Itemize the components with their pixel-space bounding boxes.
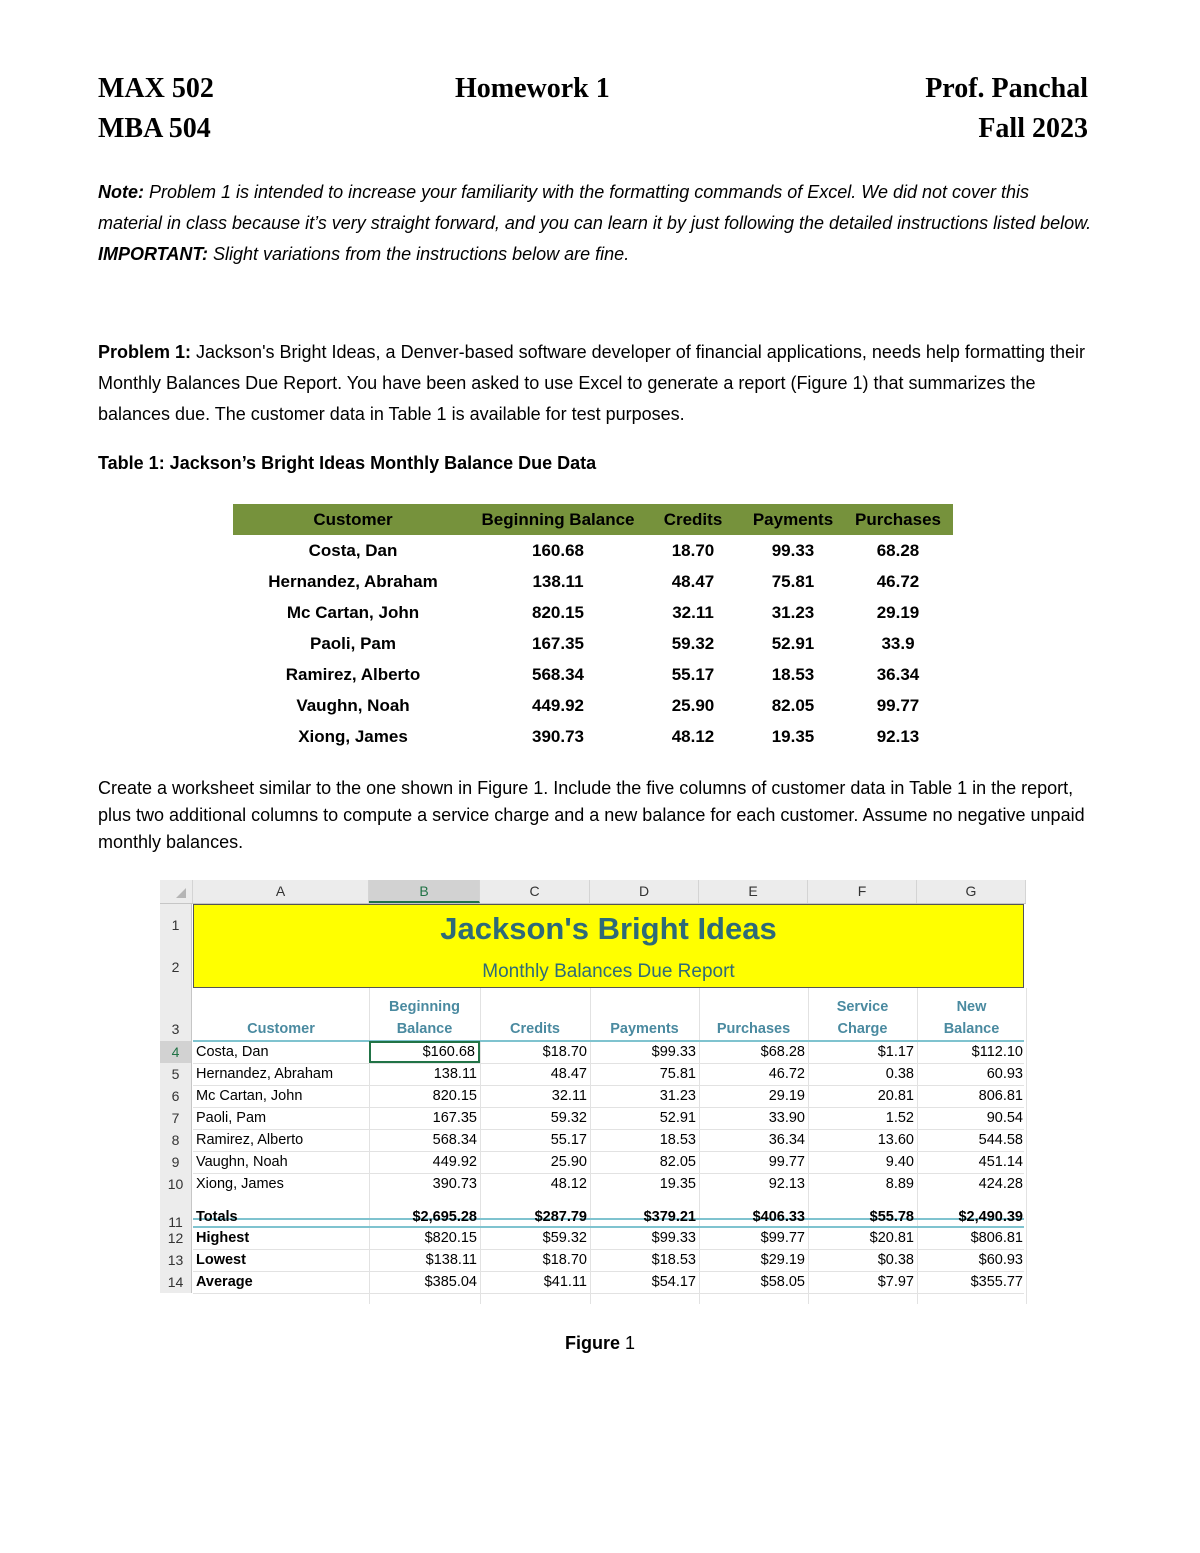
summary-amount-cell[interactable]: $55.78 (869, 1209, 914, 1225)
spreadsheet-figure (160, 880, 1026, 1304)
amount-cell[interactable]: 29.19 (768, 1088, 805, 1104)
table-cell: 390.73 (532, 726, 584, 746)
amount-cell[interactable]: 19.35 (659, 1176, 696, 1192)
amount-cell[interactable]: 138.11 (433, 1066, 477, 1082)
amount-cell[interactable]: 8.89 (885, 1176, 914, 1192)
table-cell: 568.34 (532, 664, 584, 684)
figure-caption-label: Figure (564, 1333, 620, 1353)
row-header-3[interactable]: 3 (160, 988, 192, 1041)
amount-cell[interactable]: 75.81 (659, 1066, 696, 1082)
summary-label-cell[interactable]: Average (196, 1274, 253, 1290)
summary-amount-cell[interactable]: $7.97 (877, 1274, 914, 1290)
table-cell: 52.91 (771, 633, 815, 653)
row-header-12[interactable]: 12 (160, 1227, 192, 1249)
table-cell: 138.11 (532, 571, 584, 591)
summary-amount-cell[interactable]: $29.19 (760, 1252, 805, 1268)
amount-cell[interactable]: $68.28 (760, 1044, 805, 1060)
table-cell: 32.11 (672, 602, 714, 622)
row-header-14[interactable]: 14 (160, 1271, 192, 1293)
amount-cell[interactable]: 52.91 (659, 1110, 696, 1126)
amount-cell[interactable]: 46.72 (768, 1066, 805, 1082)
summary-amount-cell[interactable]: $99.77 (760, 1230, 805, 1246)
column-title-line2: Balance (396, 1021, 453, 1037)
column-header-e[interactable]: E (699, 880, 808, 903)
banner-title: Jackson's Bright Ideas (440, 911, 777, 946)
table-header-cell: Beginning Balance (473, 504, 643, 535)
customer-name-cell[interactable]: Costa, Dan (196, 1044, 269, 1060)
amount-cell[interactable]: 92.13 (768, 1176, 805, 1192)
column-header-c[interactable]: C (480, 880, 590, 903)
amount-cell[interactable]: 48.12 (550, 1176, 587, 1192)
table-cell: 18.53 (771, 664, 815, 684)
summary-amount-cell[interactable]: $41.11 (543, 1274, 587, 1290)
customer-name-cell[interactable]: Hernandez, Abraham (196, 1066, 334, 1082)
row-header-1[interactable]: 1 (160, 904, 192, 946)
summary-amount-cell[interactable]: $0.38 (877, 1252, 914, 1268)
table-cell: 55.17 (671, 664, 715, 684)
summary-amount-cell[interactable]: $406.33 (752, 1209, 805, 1225)
summary-amount-cell[interactable]: $806.81 (970, 1230, 1023, 1246)
table-cell: 160.68 (532, 540, 584, 560)
row-header-4[interactable]: 4 (160, 1041, 192, 1063)
table-cell: 820.15 (532, 602, 584, 622)
important-label: IMPORTANT: (98, 244, 208, 264)
row-header-5[interactable]: 5 (160, 1063, 192, 1085)
gridline-horizontal (193, 1293, 1024, 1294)
homework-title: Homework 1 (455, 73, 610, 104)
table-row (233, 628, 953, 659)
table-cell: Costa, Dan (308, 540, 398, 560)
column-title-line1: New (956, 999, 987, 1015)
summary-amount-cell[interactable]: $59.32 (542, 1230, 587, 1246)
summary-amount-cell[interactable]: $379.21 (643, 1209, 696, 1225)
course-code-mba: MBA 504 (98, 113, 211, 144)
active-cell-b4[interactable]: $160.68 (369, 1041, 480, 1063)
amount-cell[interactable]: 13.60 (877, 1132, 914, 1148)
column-header-b[interactable]: B (369, 880, 480, 903)
summary-label-cell[interactable]: Totals (196, 1209, 238, 1225)
amount-cell[interactable]: 59.32 (550, 1110, 587, 1126)
table-cell: 99.33 (771, 540, 815, 560)
term: Fall 2023 (978, 113, 1088, 144)
amount-cell[interactable]: 31.23 (659, 1088, 696, 1104)
table-cell: 167.35 (532, 633, 584, 653)
report-banner (193, 904, 1024, 988)
table-cell: 99.77 (876, 695, 920, 715)
customer-name-cell[interactable]: Mc Cartan, John (196, 1088, 303, 1104)
amount-cell[interactable]: 9.40 (885, 1154, 914, 1170)
amount-cell[interactable]: 48.47 (550, 1066, 587, 1082)
table-row (233, 659, 953, 690)
column-title-line2: Payments (610, 1021, 679, 1037)
row-header-2[interactable]: 2 (160, 946, 192, 988)
amount-cell[interactable]: 820.15 (432, 1088, 477, 1104)
row-header-10[interactable]: 10 (160, 1173, 192, 1195)
instructions-paragraph: Create a worksheet similar to the one shown in Figure 1. Include the five columns of customer data in Table 1 in the report, plus two additional columns to compute a service charge and a new balance for each customer. Assume no negative unpaid monthly balances. (98, 778, 1085, 852)
table-cell: Xiong, James (298, 726, 408, 746)
amount-cell[interactable]: $99.33 (651, 1044, 696, 1060)
table-row (233, 690, 953, 721)
table-cell: 46.72 (876, 571, 920, 591)
summary-amount-cell[interactable]: $54.17 (651, 1274, 696, 1290)
table-caption: Table 1: Jackson’s Bright Ideas Monthly Balance Due Data (98, 453, 597, 473)
table-header-cell: Customer (233, 504, 473, 535)
table-row (233, 597, 953, 628)
amount-cell[interactable]: 544.58 (978, 1132, 1023, 1148)
table-cell: 59.32 (671, 633, 715, 653)
table-cell: 29.19 (876, 602, 920, 622)
column-title-line2: Credits (510, 1021, 560, 1037)
amount-cell[interactable]: 449.92 (432, 1154, 477, 1170)
figure-caption (0, 1333, 1200, 1354)
table-cell: 36.34 (876, 664, 920, 684)
summary-label-cell[interactable]: Lowest (196, 1252, 246, 1268)
amount-cell[interactable]: 568.34 (432, 1132, 477, 1148)
column-header-d[interactable]: D (590, 880, 699, 903)
row-header-8[interactable]: 8 (160, 1129, 192, 1151)
row-header-11[interactable]: 11 (160, 1195, 192, 1227)
row-header-9[interactable]: 9 (160, 1151, 192, 1173)
balance-data-table (233, 504, 953, 752)
table-cell: Mc Cartan, John (286, 602, 420, 622)
amount-cell[interactable]: 82.05 (659, 1154, 696, 1170)
amount-cell[interactable]: 33.90 (768, 1110, 805, 1126)
column-title-line1: Service (836, 999, 889, 1015)
banner-subtitle: Monthly Balances Due Report (482, 961, 735, 982)
problem-label: Problem 1: (98, 342, 192, 362)
summary-amount-cell[interactable]: $20.81 (869, 1230, 914, 1246)
column-header-a[interactable]: A (193, 880, 369, 903)
amount-cell[interactable]: 99.77 (768, 1154, 805, 1170)
amount-cell[interactable]: 36.34 (768, 1132, 805, 1148)
amount-cell[interactable]: 60.93 (986, 1066, 1023, 1082)
table-cell: Hernandez, Abraham (268, 571, 438, 591)
table-cell: 19.35 (771, 726, 815, 746)
amount-cell[interactable]: 390.73 (432, 1176, 477, 1192)
amount-cell[interactable]: 90.54 (986, 1110, 1023, 1126)
problem-text: Jackson's Bright Ideas, a Denver-based software developer of financial applications, needs help formatting their Monthly Balances Due Report. You have been asked to use Excel to generate a report (Figure 1) that summarizes the balances due. The customer data in Table 1 is available for test purposes. (98, 342, 1085, 424)
amount-cell[interactable]: 55.17 (550, 1132, 587, 1148)
amount-cell[interactable]: $112.10 (971, 1044, 1023, 1060)
customer-name-cell[interactable]: Vaughn, Noah (196, 1154, 288, 1170)
summary-amount-cell[interactable]: $18.53 (651, 1252, 696, 1268)
summary-amount-cell[interactable]: $138.11 (425, 1252, 477, 1268)
customer-name-cell[interactable]: Xiong, James (196, 1176, 284, 1192)
gridline-vertical (1026, 988, 1027, 1304)
customer-name-cell[interactable]: Paoli, Pam (196, 1110, 267, 1126)
amount-cell[interactable]: 424.28 (978, 1176, 1023, 1192)
table-cell: Paoli, Pam (310, 633, 396, 653)
amount-cell[interactable]: $1.17 (877, 1044, 914, 1060)
row-header-7[interactable]: 7 (160, 1107, 192, 1129)
amount-cell[interactable]: 18.53 (659, 1132, 696, 1148)
summary-amount-cell[interactable]: $60.93 (978, 1252, 1023, 1268)
summary-amount-cell[interactable]: $18.70 (542, 1252, 587, 1268)
table-cell: 18.70 (671, 540, 715, 560)
note-text: Problem 1 is intended to increase your familiarity with the formatting commands of Excel. We did not cover this material in class because it’s very straight forward, and you can learn it by just following the detailed instructions listed below. (98, 182, 1092, 233)
column-title-line1: Beginning (389, 999, 460, 1015)
summary-amount-cell[interactable]: $287.79 (534, 1209, 587, 1225)
column-title-line2: Balance (943, 1021, 1000, 1037)
amount-cell[interactable]: 1.52 (885, 1110, 914, 1126)
summary-amount-cell[interactable]: $385.04 (424, 1274, 477, 1290)
table-header-cell: Payments (743, 504, 843, 535)
column-title-line2: Charge (837, 1021, 888, 1037)
table-cell: 82.05 (771, 695, 815, 715)
column-title-line2: Purchases (716, 1021, 791, 1037)
amount-cell[interactable]: $18.70 (542, 1044, 587, 1060)
table-cell: Ramirez, Alberto (285, 664, 421, 684)
course-code-max: MAX 502 (98, 73, 214, 104)
table-cell: 449.92 (532, 695, 584, 715)
amount-cell[interactable]: 0.38 (885, 1066, 914, 1082)
summary-amount-cell[interactable]: $2,695.28 (412, 1209, 477, 1225)
figure-caption-number: 1 (620, 1333, 636, 1353)
note-label: Note: (98, 182, 144, 202)
amount-cell[interactable]: 25.90 (550, 1154, 587, 1170)
amount-cell[interactable]: 32.11 (551, 1088, 587, 1104)
amount-cell[interactable]: 451.14 (978, 1154, 1023, 1170)
amount-cell[interactable]: 167.35 (432, 1110, 477, 1126)
amount-cell[interactable]: 20.81 (877, 1088, 914, 1104)
column-header-bar (160, 880, 1026, 904)
note-paragraph (98, 177, 1098, 270)
summary-amount-cell[interactable]: $58.05 (760, 1274, 805, 1290)
summary-label-cell[interactable]: Highest (196, 1230, 250, 1246)
table-cell: 31.23 (771, 602, 815, 622)
table-cell: 48.12 (671, 726, 715, 746)
select-all-corner[interactable] (160, 880, 193, 903)
problem-paragraph (98, 337, 1098, 430)
row-header-13[interactable]: 13 (160, 1249, 192, 1271)
table-cell: 75.81 (771, 571, 815, 591)
table-cell: 48.47 (671, 571, 715, 591)
table-header-cell: Purchases (843, 504, 953, 535)
amount-cell[interactable]: 806.81 (978, 1088, 1023, 1104)
corner-triangle-icon (176, 888, 186, 898)
column-title-line2: Customer (247, 1021, 315, 1037)
row-header-6[interactable]: 6 (160, 1085, 192, 1107)
table-header-cell: Credits (643, 504, 743, 535)
professor-name: Prof. Panchal (925, 73, 1088, 104)
summary-amount-cell[interactable]: $355.77 (970, 1274, 1023, 1290)
table-row (233, 566, 953, 597)
summary-amount-cell[interactable]: $820.15 (424, 1230, 477, 1246)
column-header-g[interactable]: G (917, 880, 1026, 903)
table-row (233, 721, 953, 752)
table-cell: Vaughn, Noah (296, 695, 410, 715)
customer-name-cell[interactable]: Ramirez, Alberto (196, 1132, 304, 1148)
summary-amount-cell[interactable]: $99.33 (651, 1230, 696, 1246)
note-text-2: Slight variations from the instructions below are fine. (208, 244, 630, 264)
table-cell: 68.28 (876, 540, 920, 560)
table-header-row (233, 504, 953, 535)
table-row (233, 535, 953, 566)
summary-amount-cell[interactable]: $2,490.39 (958, 1209, 1023, 1225)
table-cell: 33.9 (881, 633, 915, 653)
table-cell: 25.90 (671, 695, 715, 715)
column-header-f[interactable]: F (808, 880, 917, 903)
table-cell: 92.13 (876, 726, 920, 746)
